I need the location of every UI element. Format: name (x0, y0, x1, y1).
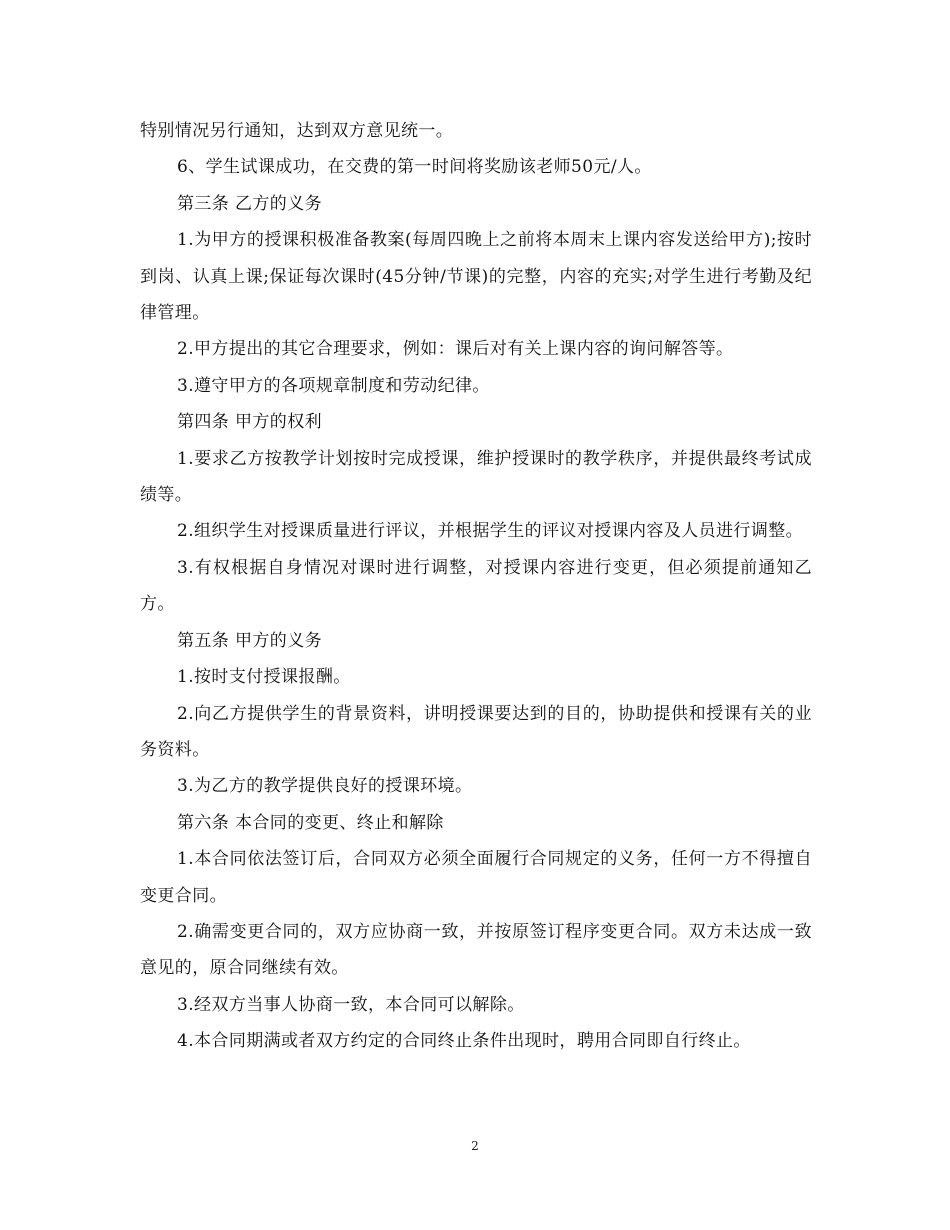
paragraph-reward-clause: 6、学生试课成功，在交费的第一时间将奖励该老师50元/人。 (177, 157, 652, 178)
article-3-item-1: 1.为甲方的授课积极准备教案(每周四晚上之前将本周末上课内容发送给甲方);按时到岗、认真上课;保证每次课时(45分钟/节课)的完整，内容的充实;对学生进行考勤及纪律管理。 (140, 230, 812, 324)
page-number: 2 (471, 1139, 479, 1153)
article-5-item-1: 1.按时支付授课报酬。 (177, 667, 351, 688)
article-3-heading: 第三条 乙方的义务 (177, 193, 323, 214)
paragraph-continuation: 特别情况另行通知，达到双方意见统一。 (140, 121, 454, 141)
document-body (140, 113, 812, 1060)
article-6-item-2: 2.确需变更合同的，双方应协商一致，并按原签订程序变更合同。双方未达成一致意见的，原合同继续有效。 (140, 921, 812, 979)
article-5-heading: 第五条 甲方的义务 (177, 630, 323, 651)
article-3-item-2: 2.甲方提出的其它合理要求，例如：课后对有关上课内容的询问解答等。 (177, 339, 734, 360)
article-4-item-3: 3.有权根据自身情况对课时进行调整，对授课内容进行变更，但必须提前通知乙方。 (140, 557, 812, 615)
article-4-item-1: 1.要求乙方按教学计划按时完成授课，维护授课时的教学秩序，并提供最终考试成绩等。 (140, 448, 812, 506)
article-3-item-3: 3.遵守甲方的各项规章制度和劳动纪律。 (177, 375, 490, 396)
article-6-item-4: 4.本合同期满或者双方约定的合同终止条件出现时，聘用合同即自行终止。 (177, 1031, 751, 1052)
article-6-item-1: 1.本合同依法签订后，合同双方必须全面履行合同规定的义务，任何一方不得擅自变更合同。 (140, 849, 812, 906)
article-4-item-2: 2.组织学生对授课质量进行评议，并根据学生的评议对授课内容及人员进行调整。 (177, 521, 804, 542)
article-4-heading: 第四条 甲方的权利 (177, 412, 323, 433)
article-5-item-3: 3.为乙方的教学提供良好的授课环境。 (177, 776, 473, 797)
article-6-item-3: 3.经双方当事人协商一致，本合同可以解除。 (177, 994, 525, 1015)
article-5-item-2: 2.向乙方提供学生的背景资料，讲明授课要达到的目的，协助提供和授课有关的业务资料。 (140, 703, 812, 760)
article-6-heading: 第六条 本合同的变更、终止和解除 (177, 812, 444, 833)
